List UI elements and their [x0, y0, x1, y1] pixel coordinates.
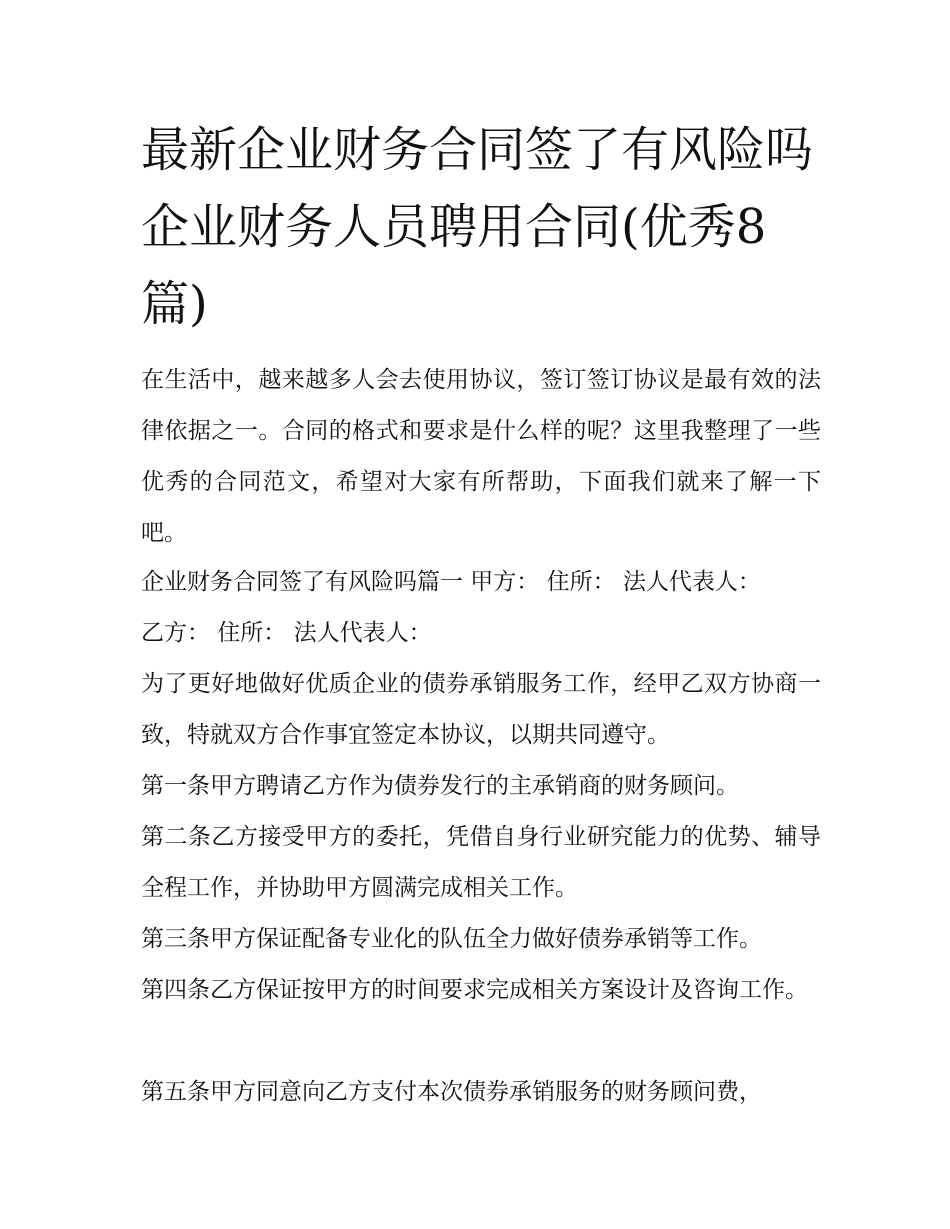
- purpose-paragraph: 为了更好地做好优质企业的债券承销服务工作，经甲乙双方协商一致，特就双方合作事宜签定本协议，以期共同遵守。: [141, 671, 821, 748]
- intro-paragraph: 在生活中，越来越多人会去使用协议，签订签订协议是最有效的法律依据之一。合同的格式和要求是什么样的呢？这里我整理了一些优秀的合同范文，希望对大家有所帮助，下面我们就来了解一下吧。: [141, 367, 821, 546]
- party-a-line: 企业财务合同签了有风险吗篇一 甲方： 住所： 法人代表人：: [141, 569, 761, 595]
- article-5: 第五条甲方同意向乙方支付本次债券承销服务的财务顾问费，: [141, 1079, 762, 1105]
- article-1: 第一条甲方聘请乙方作为债券发行的主承销商的财务顾问。: [141, 773, 739, 799]
- article-3: 第三条甲方保证配备专业化的队伍全力做好债券承销等工作。: [141, 926, 762, 952]
- document-title: 最新企业财务合同签了有风险吗 企业财务人员聘用合同(优秀8篇): [141, 122, 814, 332]
- party-b-line: 乙方： 住所： 法人代表人：: [141, 620, 432, 646]
- article-2: 第二条乙方接受甲方的委托，凭借自身行业研究能力的优势、辅导全程工作，并协助甲方圆满完成相关工作。: [141, 824, 821, 901]
- article-4: 第四条乙方保证按甲方的时间要求完成相关方案设计及咨询工作。: [141, 977, 808, 1003]
